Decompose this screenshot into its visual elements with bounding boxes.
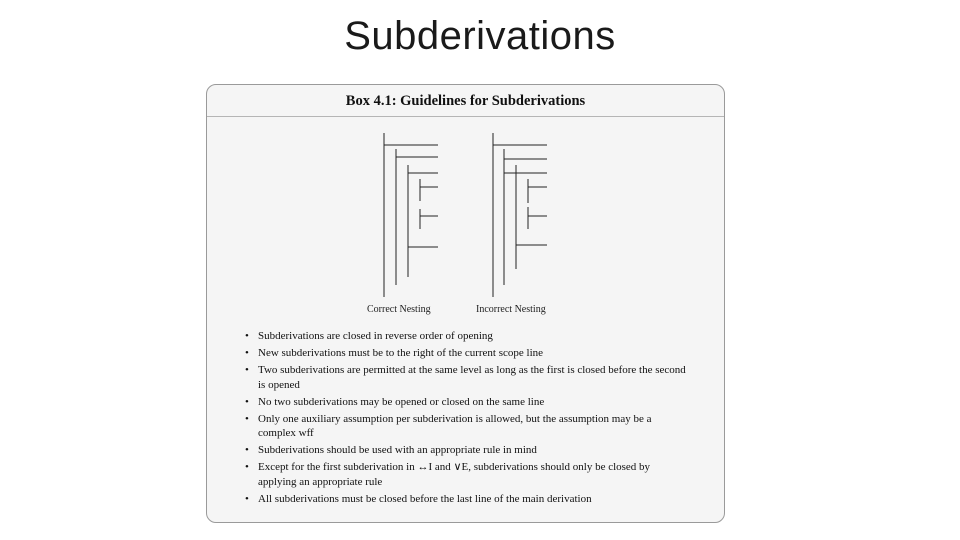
guideline-text: All subderivations must be closed before the last line of the main derivation <box>258 492 592 505</box>
bullet-marker: • <box>245 461 249 473</box>
bullet-marker: • <box>245 347 249 359</box>
incorrect-nesting-caption: Incorrect Nesting <box>476 304 546 315</box>
guideline-item <box>239 412 689 441</box>
nesting-diagram-svg <box>207 117 725 317</box>
guidelines-list <box>239 329 689 509</box>
guideline-item <box>239 492 689 507</box>
guideline-text: Two subderivations are permitted at the same level as long as the first is closed before the second is opened <box>258 364 686 391</box>
bullet-marker: • <box>245 492 249 505</box>
guideline-text: Except for the first subderivation in ↔I and ∨E, subderivations should only be closed by applying an appropriate rule <box>258 461 651 488</box>
bullet-marker: • <box>245 395 249 408</box>
guideline-item <box>239 346 689 361</box>
bullet-marker: • <box>245 330 249 342</box>
guideline-item <box>239 460 689 489</box>
guideline-text: Only one auxiliary assumption per subderivation is allowed, but the assumption may be a complex wff <box>258 412 652 439</box>
bullet-marker: • <box>245 444 249 456</box>
guideline-text: Subderivations should be used with an appropriate rule in mind <box>258 444 537 456</box>
bullet-marker: • <box>245 412 249 425</box>
guideline-item <box>239 443 689 458</box>
guidelines-box <box>206 84 725 523</box>
guideline-text: No two subderivations may be opened or closed on the same line <box>258 395 545 408</box>
guideline-text: Subderivations are closed in reverse order of opening <box>258 330 493 342</box>
slide-title: Subderivations <box>344 14 616 58</box>
guideline-item <box>239 329 689 344</box>
correct-nesting-caption: Correct Nesting <box>367 304 431 315</box>
guideline-item <box>239 363 689 392</box>
bullet-marker: • <box>245 364 249 376</box>
nesting-diagrams <box>207 117 725 317</box>
incorrect-nesting-diagram <box>493 133 547 297</box>
box-title: Box 4.1: Guidelines for Subderivations <box>207 85 724 117</box>
correct-nesting-diagram <box>384 133 438 297</box>
guideline-item <box>239 395 689 410</box>
guideline-text: New subderivations must be to the right of the current scope line <box>258 347 544 359</box>
